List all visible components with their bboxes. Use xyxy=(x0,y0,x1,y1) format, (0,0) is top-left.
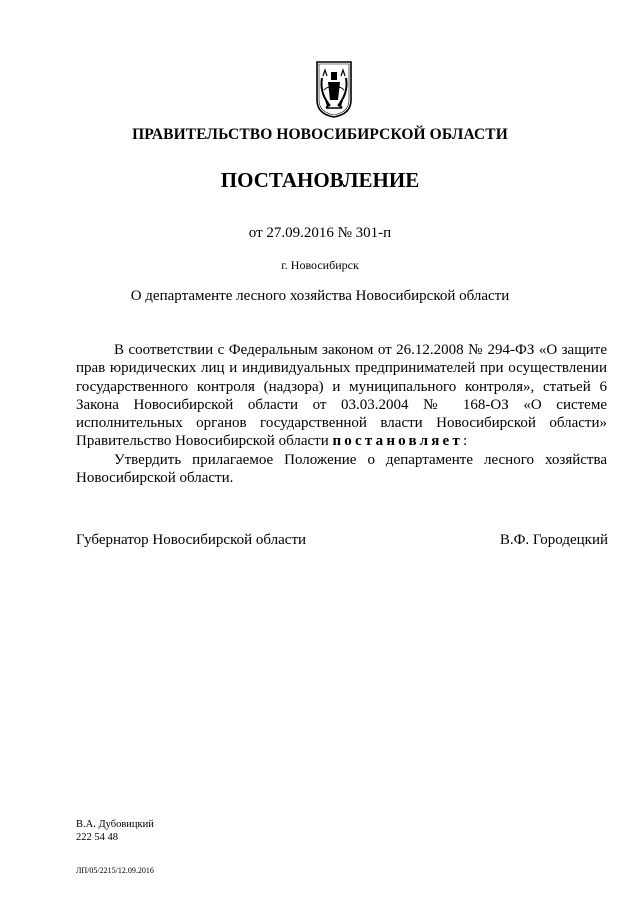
organization-title: ПРАВИТЕЛЬСТВО НОВОСИБИРСКОЙ ОБЛАСТИ xyxy=(132,126,508,143)
document-subject: О департаменте лесного хозяйства Новосибирской области xyxy=(130,288,510,304)
preamble-colon: : xyxy=(462,433,468,450)
executor-phone: 222 54 48 xyxy=(76,832,118,843)
decision-paragraph: Утвердить прилагаемое Положение о департаменте лесного хозяйства Новосибирской области. xyxy=(76,451,607,487)
signer-name: В.Ф. Городецкий xyxy=(499,532,608,548)
document-type-title: ПОСТАНОВЛЕНИЕ xyxy=(220,168,420,192)
executor-name: В.А. Дубовицкий xyxy=(76,819,154,830)
document-city: г. Новосибирск xyxy=(281,258,359,272)
preamble-paragraph xyxy=(76,341,607,451)
preamble-text: В соответствии с Федеральным законом от 26.12.2008 № 294-ФЗ «О защите прав юридических лиц и индивидуальных предпринимателей при осуществлении государственного контроля (надзора) и муниципального контроля», статьей 6 Закона Новосибирской области от 03.03.2004 № 168-ОЗ «О системе исполнительных органов государственной власти Новосибирской области» Правительство Новосибирской области xyxy=(76,342,607,450)
registration-number: ЛП/05/2215/12.09.2016 xyxy=(76,866,154,875)
document-date-number: от 27.09.2016 № 301-п xyxy=(248,225,392,241)
coat-of-arms-icon xyxy=(314,60,354,118)
resolves-word: постановляет xyxy=(332,433,463,450)
signer-position: Губернатор Новосибирской области xyxy=(76,532,307,548)
executor-info xyxy=(76,818,154,844)
document-body xyxy=(76,341,607,487)
